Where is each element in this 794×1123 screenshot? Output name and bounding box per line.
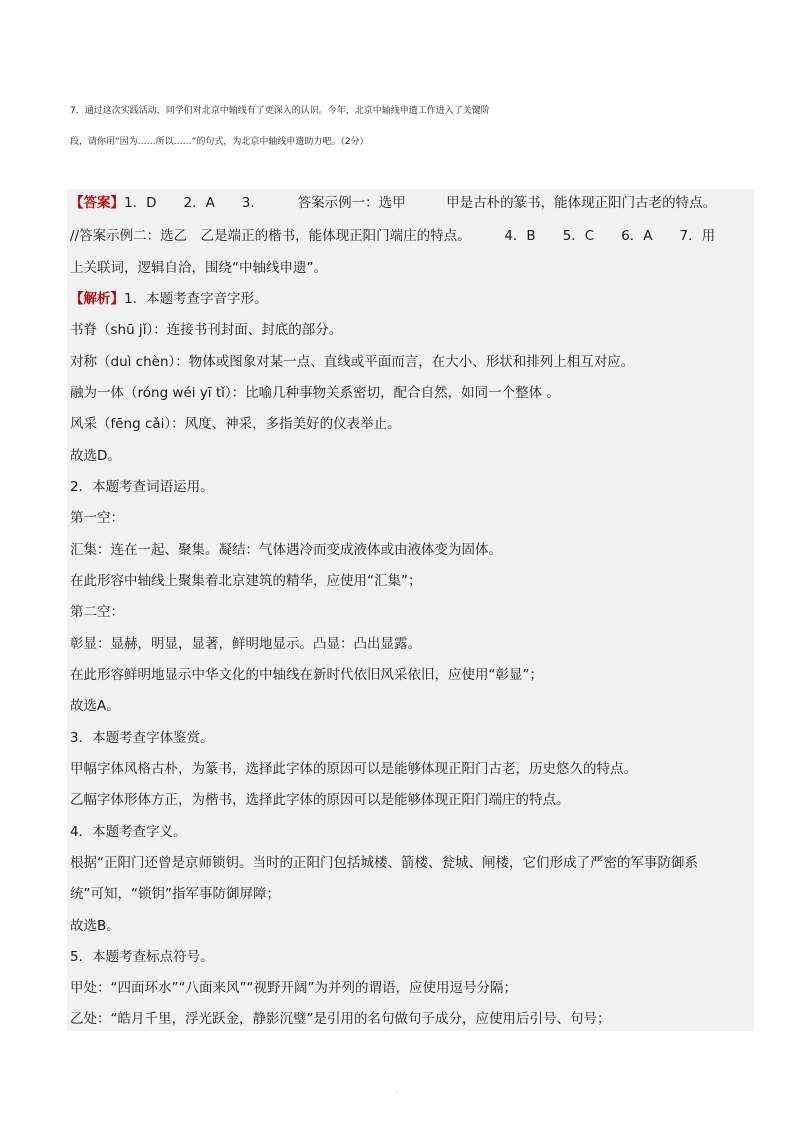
analysis-line: 统”可知，“锁钥”指军事防御屏障； [70,886,280,902]
analysis-heading [70,287,268,311]
analysis-line: 书脊（shū jǐ）：连接书刊封面、封底的部分。 [70,322,343,338]
analysis-line: 彰显：显赫，明显，显著，鲜明地显示。凸显：凸出显露。 [70,636,421,652]
analysis-line: 在此形容中轴线上聚集着北京建筑的精华，应使用“汇集”； [70,573,422,589]
analysis-line: 第一空： [70,510,124,526]
analysis-intro: 1．本题考查字音字形。 [124,291,268,307]
page-footer-mark: · [396,1088,399,1097]
analysis-line: 风采（fēng cǎi）：风度、神采，多指美好的仪表举止。 [70,416,401,432]
analysis-line: 甲处：“四面环水”“八面来风”“视野开阔”为并列的谓语，应使用逗号分隔； [70,980,517,996]
analysis-line: 乙处：“皓月千里，浮光跃金，静影沉璧”是引用的名句做句子成分，应使用后引号、句号； [70,1011,611,1027]
analysis-line: 对称（duì chèn）：物体或图象对某一点、直线或平面而言，在大小、形状和排列上相互对应。 [70,354,635,370]
analysis-line: 根据“正阳门还曾是京师锁钥。当时的正阳门包括城楼、箭楼、瓮城、闸楼，它们形成了严密的军事防御系 [70,855,698,871]
analysis-line: 故选A。 [70,698,120,714]
question-line-1: 7．通过这次实践活动，同学们对北京中轴线有了更深入的认识。今年，北京中轴线申遗工作进入了关键阶 [70,106,490,116]
analysis-tag: 【解析】 [70,291,124,307]
analysis-line: 2．本题考查词语运用。 [70,479,214,495]
answer-line-1-text: 1．D 2．A 3． 答案示例一：选甲 甲是古朴的篆书，能体现正阳门古老的特点。 [124,195,717,211]
question-line-2: 段，请你用“因为……所以……”的句式，为北京中轴线申遗助力吧。（2分） [70,137,369,147]
answer-line-1 [70,191,716,215]
analysis-line: 3．本题考查字体鉴赏。 [70,730,214,746]
answer-tag: 【答案】 [70,195,124,211]
analysis-line: 故选B。 [70,918,120,934]
analysis-line: 在此形容鲜明地显示中华文化的中轴线在新时代依旧风采依旧，应使用“彰显”； [70,667,543,683]
answer-line-2: //答案示例二：选乙 乙是端正的楷书，能体现正阳门端庄的特点。 4．B 5．C 6．A 7．用 [70,228,716,244]
answer-analysis-block [67,189,754,1031]
answer-line-3: 上关联词，逻辑自洽，围绕“中轴线申遗”。 [70,260,327,276]
analysis-line: 4．本题考查字义。 [70,824,187,840]
analysis-line: 故选D。 [70,448,121,464]
analysis-line: 乙幅字体形体方正，为楷书，选择此字体的原因可以是能够体现正阳门端庄的特点。 [70,792,570,808]
analysis-line: 汇集：连在一起、聚集。凝结：气体遇冷而变成液体或由液体变为固体。 [70,542,502,558]
question-7 [70,96,730,158]
analysis-line: 5．本题考查标点符号。 [70,949,214,965]
analysis-line: 融为一体（róng wéi yī tǐ）：比喻几种事物关系密切，配合自然，如同一个整体 。 [70,385,560,401]
analysis-line: 第二空： [70,604,124,620]
analysis-line: 甲幅字体风格古朴，为篆书，选择此字体的原因可以是能够体现正阳门古老，历史悠久的特点。 [70,761,637,777]
